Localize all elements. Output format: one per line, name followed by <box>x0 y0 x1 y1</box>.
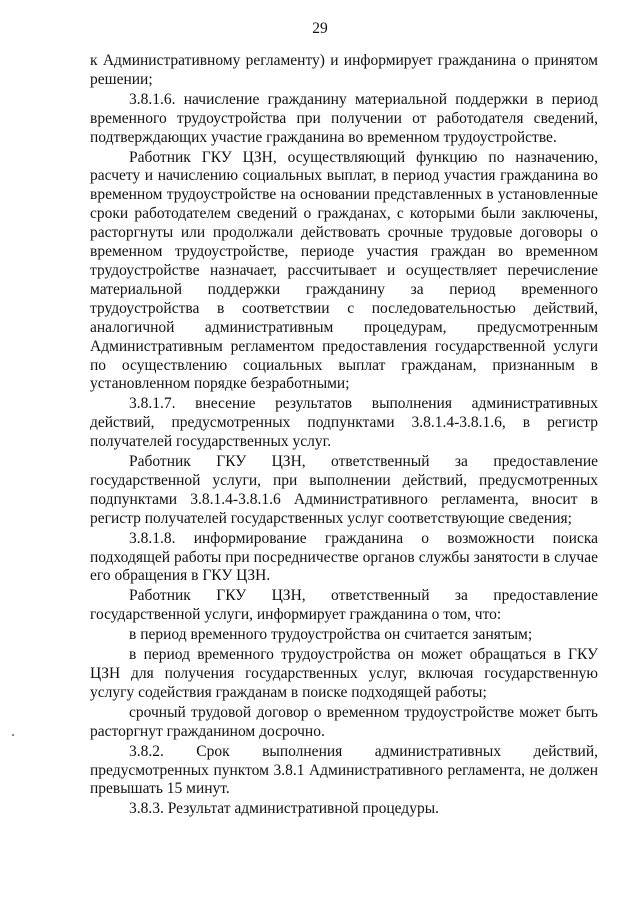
paragraph-3-8-1-8: 3.8.1.8. информирование гражданина о возможности поиска подходящей работы при посредничестве органов службы занятости в случае его обращения в ГКУ ЦЗН. <box>90 529 598 585</box>
paragraph-social-payments-worker: Работник ГКУ ЦЗН, осуществляющий функцию по назначению, расчету и начислению социальных выплат, в период участия гражданина во временном трудоустройстве на основании представленных в установленные сроки работодателем сведений о гражданах, с которыми были заключены, расторгнуты или продолжали действовать срочные трудовые договоры о временном трудоустройстве, периоде участия граждан во временном трудоустройстве назначает, рассчитывает и осуществляет перечисление материальной поддержки гражданину за период временного трудоустройства в соответствии с последовательностью действий, аналогичной административным процедурам, предусмотренным Административным регламентом предоставления государственной услуги по осуществлению социальных выплат гражданам, признанным в установленном порядке безработными; <box>90 148 598 393</box>
paragraph-3-8-3: 3.8.3. Результат административной процедуры. <box>129 800 439 818</box>
paragraph-may-apply: в период временного трудоустройства он может обращаться в ГКУ ЦЗН для получения государственных услуг, включая государственную услугу содействия гражданам в поиске подходящей работы; <box>90 646 598 701</box>
paragraph-contract-termination: срочный трудовой договор о временном трудоустройстве может быть расторгнут гражданином досрочно. <box>90 703 598 740</box>
paragraph-3-8-2: 3.8.2. Срок выполнения административных действий, предусмотренных пунктом 3.8.1 Административного регламента, не должен превышать 15 минут. <box>90 742 598 798</box>
paragraph-3-8-1-6: 3.8.1.6. начисление гражданину материальной поддержки в период временного трудоустройства при получении от работодателя сведений, подтверждающих участие гражданина во временном трудоустройстве. <box>90 90 598 146</box>
paragraph-registry-worker: Работник ГКУ ЦЗН, ответственный за предоставление государственной услуги, при выполнении действий, предусмотренных подпунктами 3.8.1.4-3.8.1.6 Административного регламента, вносит в регистр получателей государственных услуг соответствующие сведения; <box>90 453 598 527</box>
scan-speck <box>12 734 14 736</box>
page-number: 29 <box>312 20 328 37</box>
paragraph-continuation: к Административному регламенту) и информирует гражданина о принятом решении; <box>90 52 598 88</box>
paragraph-informs-citizen: Работник ГКУ ЦЗН, ответственный за предоставление государственной услуги, информирует гражданина о том, что: <box>90 587 598 624</box>
document-body <box>90 52 598 819</box>
paragraph-considered-employed: в период временного трудоустройства он считается занятым; <box>129 626 533 644</box>
paragraph-3-8-1-7: 3.8.1.7. внесение результатов выполнения административных действий, предусмотренных подпунктами 3.8.1.4-3.8.1.6, в регистр получателей государственных услуг. <box>90 395 598 451</box>
